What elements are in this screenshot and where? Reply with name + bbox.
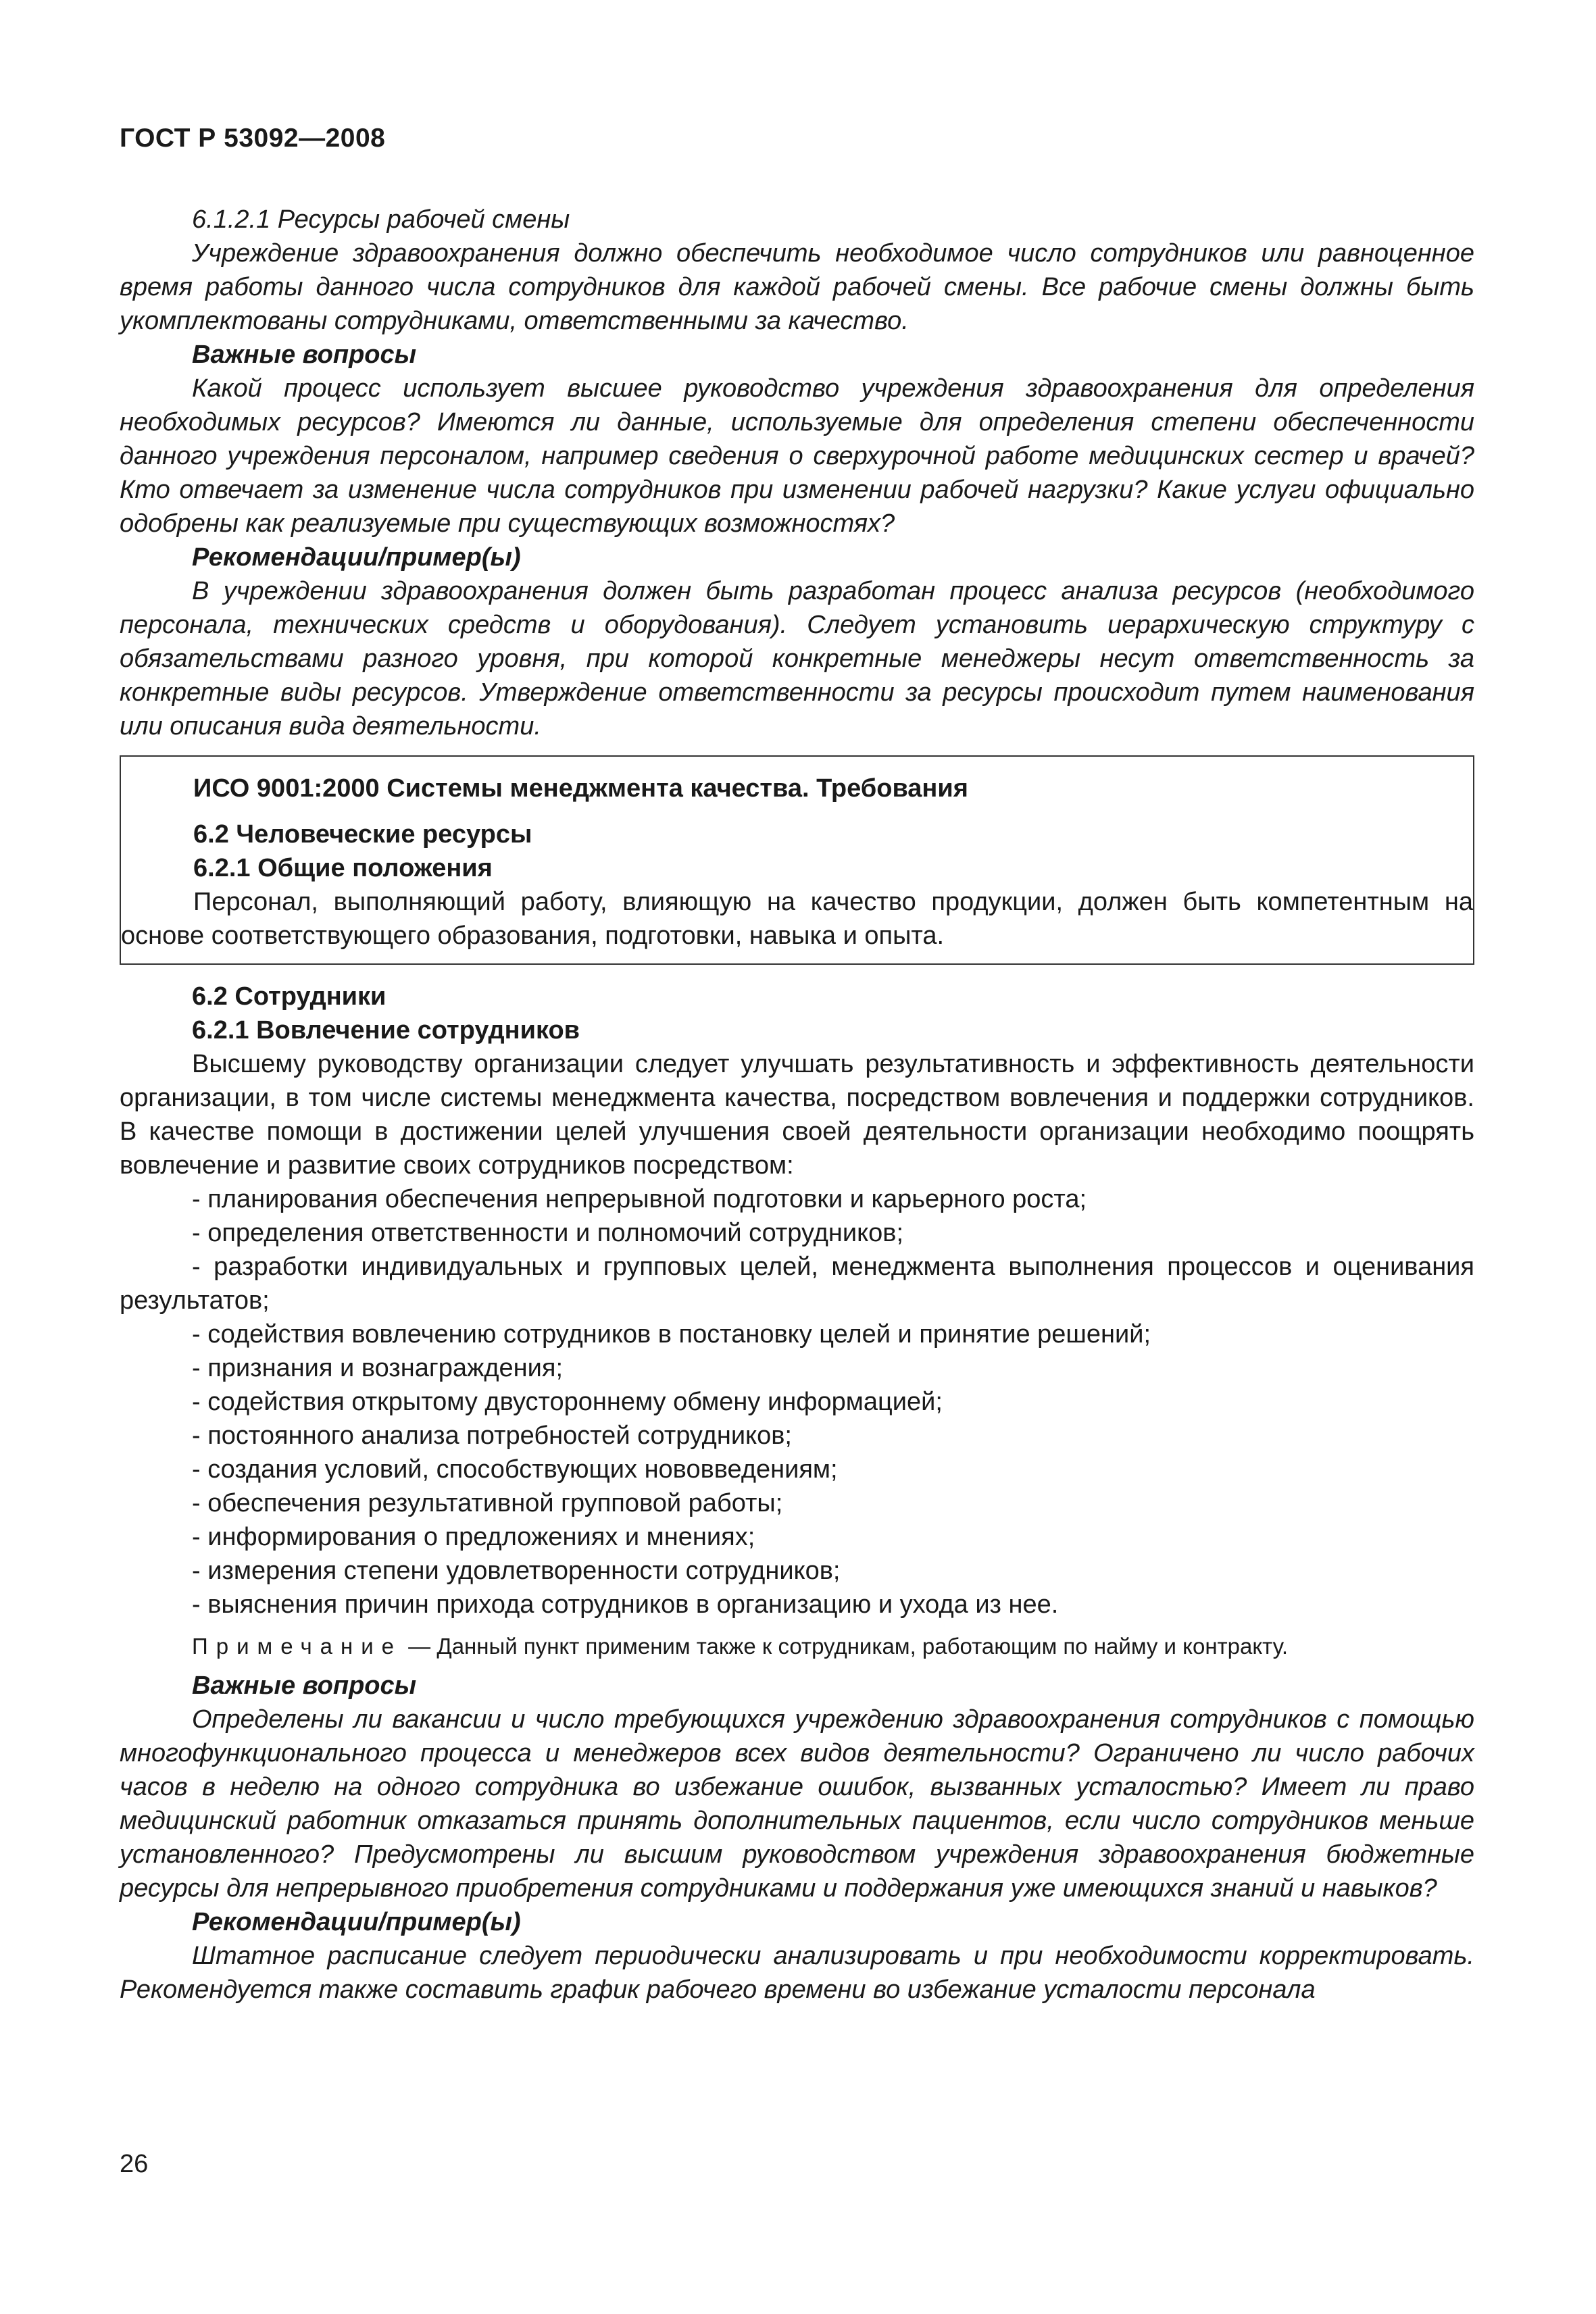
list-item: - определения ответственности и полномочий сотрудников; xyxy=(192,1219,904,1247)
list-item: - содействия вовлечению сотрудников в постановку целей и принятие решений; xyxy=(192,1320,1151,1349)
page-number: 26 xyxy=(120,2150,149,2178)
list-item: - постоянного анализа потребностей сотрудников; xyxy=(192,1422,792,1450)
list-item: - содействия открытому двустороннему обмену информацией; xyxy=(192,1388,943,1416)
iso-box-heading-621: 6.2.1 Общие положения xyxy=(193,854,493,882)
list-item: - информирования о предложениях и мнениях; xyxy=(192,1523,755,1551)
iso-box-body: Персонал, выполняющий работу, влияющую на качество продукции, должен быть компетентным на основе соответствующего образования, подготовки, навыка и опыта. xyxy=(121,888,1473,950)
questions-heading-1: Важные вопросы xyxy=(192,341,417,369)
section-62-heading: 6.2 Сотрудники xyxy=(192,982,386,1011)
section-6121-body: Учреждение здравоохранения должно обеспечить необходимое число сотрудников или равноценное время работы данного числа сотрудников для каждой рабочей смены. Все рабочие смены должны быть укомплектованы сотрудниками, ответственными за качество. xyxy=(120,239,1474,335)
page-content xyxy=(120,203,1474,2007)
recommendations-heading-1: Рекомендации/пример(ы) xyxy=(192,543,521,572)
list-item: - обеспечения результативной групповой работы; xyxy=(192,1489,783,1517)
list-item: - планирования обеспечения непрерывной подготовки и карьерного роста; xyxy=(192,1185,1087,1213)
recommendations-body-2: Штатное расписание следует периодически анализировать и при необходимости корректировать. Рекомендуется также составить график рабочего времени во избежание усталости персонала xyxy=(120,1942,1474,2004)
note-label: Примечание xyxy=(192,1634,403,1659)
recommendations-body-1: В учреждении здравоохранения должен быть разработан процесс анализа ресурсов (необходимого персонала, технических средств и оборудования). Следует установить иерархическую структуру с обязательствами разного уровня, при которой конкретные менеджеры несут ответственность за конкретные виды ресурсов. Утверждение ответственности за ресурсы происходит путем наименования или описания вида деятельности. xyxy=(120,577,1474,740)
questions-body-1: Какой процесс использует высшее руководство учреждения здравоохранения для определения необходимых ресурсов? Имеются ли данные, используемые для определения степени обеспеченности данного учреждения персоналом, например сведения о сверхурочной работе медицинских сестер и врачей? Кто отвечает за изменение числа сотрудников при изменении рабочей нагрузки? Какие услуги официально одобрены как реализуемые при существующих возможностях? xyxy=(120,374,1474,538)
list-item: - создания условий, способствующих нововведениям; xyxy=(192,1455,838,1484)
section-6121-title: 6.1.2.1 Ресурсы рабочей смены xyxy=(192,205,570,234)
document-header: ГОСТ Р 53092—2008 xyxy=(120,124,386,153)
list-item: - признания и вознаграждения; xyxy=(192,1354,564,1382)
list-item: - разработки индивидуальных и групповых целей, менеджмента выполнения процессов и оценивания результатов; xyxy=(120,1253,1474,1315)
note xyxy=(120,1631,1474,1662)
section-621-intro: Высшему руководству организации следует улучшать результативность и эффективность деятельности организации, в том числе системы менеджмента качества, посредством вовлечения и поддержки сотрудников. В качестве помощи в достижении целей улучшения своей деятельности организации необходимо поощрять вовлечение и развитие своих сотрудников посредством: xyxy=(120,1050,1474,1180)
list-item: - измерения степени удовлетворенности сотрудников; xyxy=(192,1557,841,1585)
section-621-heading: 6.2.1 Вовлечение сотрудников xyxy=(192,1016,580,1045)
iso-box-title: ИСО 9001:2000 Системы менеджмента качества. Требования xyxy=(193,774,968,803)
iso-box-heading-62: 6.2 Человеческие ресурсы xyxy=(193,820,532,849)
questions-body-2: Определены ли вакансии и число требующихся учреждению здравоохранения сотрудников с помощью многофункционального процесса и менеджеров всех видов деятельности? Ограничено ли число рабочих часов в неделю на одного сотрудника во избежание ошибок, вызванных усталостью? Имеет ли право медицинский работник отказаться принять дополнительных пациентов, если число сотрудников меньше установленного? Предусмотрены ли высшим руководством учреждения здравоохранения бюджетные ресурсы для непрерывного приобретения сотрудниками и поддержания уже имеющихся знаний и навыков? xyxy=(120,1705,1474,1903)
measures-list xyxy=(120,1182,1474,1621)
list-item: - выяснения причин прихода сотрудников в организацию и ухода из нее. xyxy=(192,1590,1059,1619)
iso-requirements-box xyxy=(120,755,1474,965)
note-text: — Данный пункт применим также к сотрудникам, работающим по найму и контракту. xyxy=(402,1634,1289,1659)
questions-heading-2: Важные вопросы xyxy=(192,1671,417,1700)
recommendations-heading-2: Рекомендации/пример(ы) xyxy=(192,1908,521,1936)
